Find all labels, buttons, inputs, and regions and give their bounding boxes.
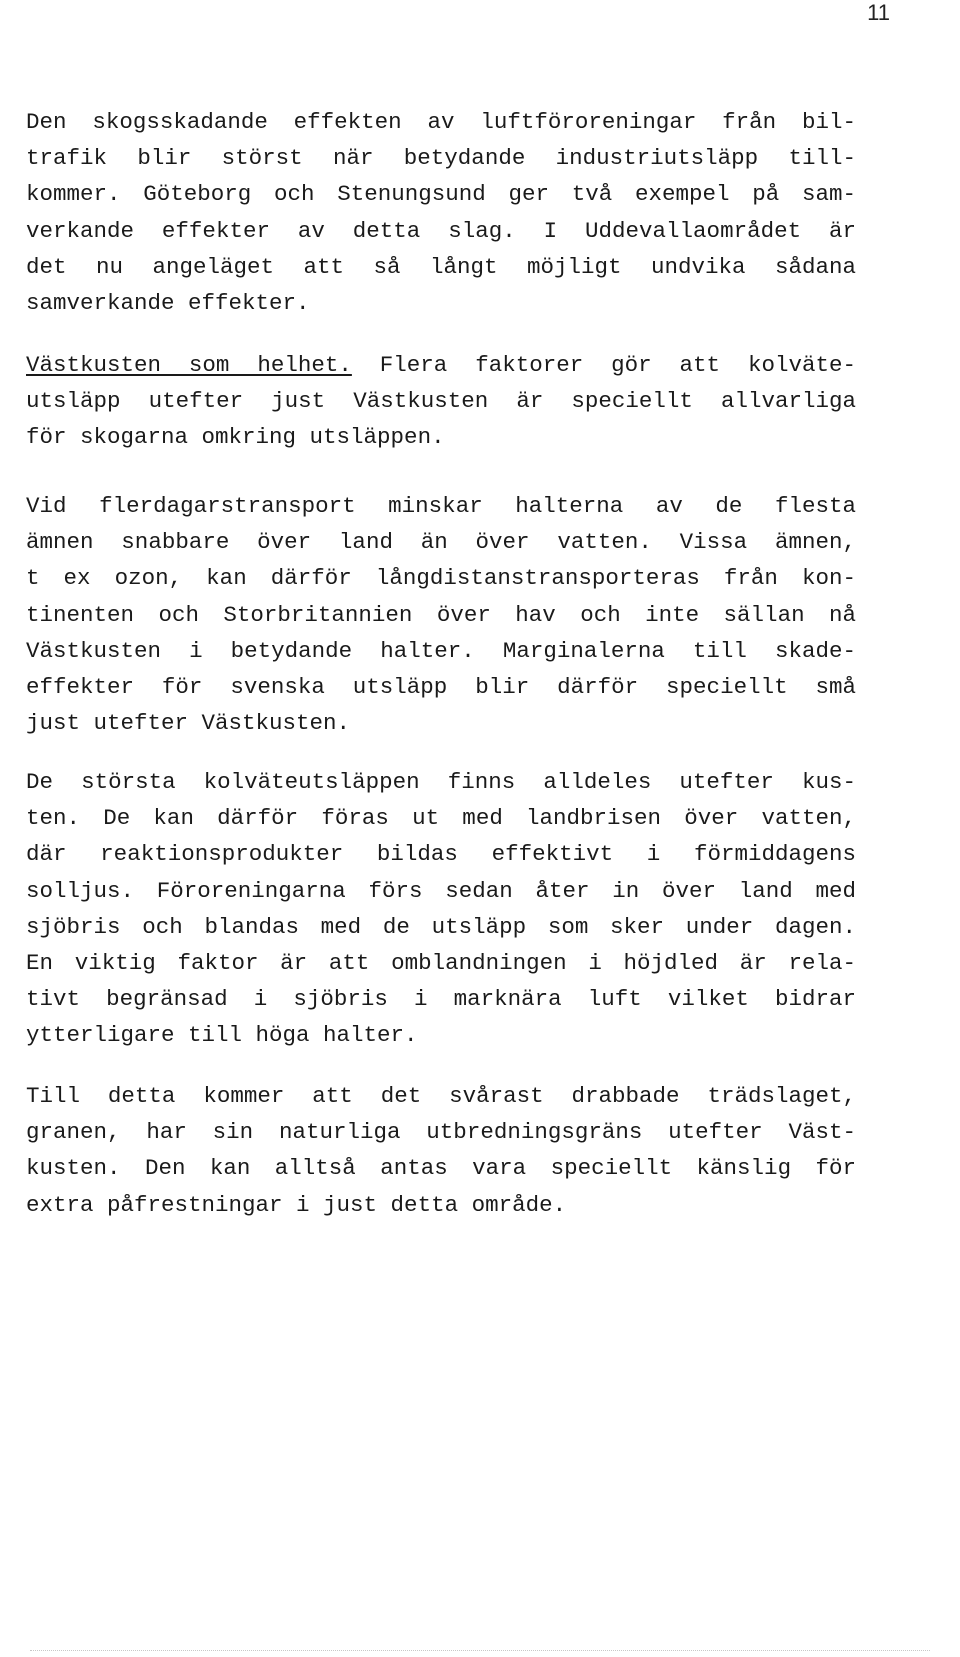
text-line: för skogarna omkring utsläppen. bbox=[26, 424, 445, 451]
paragraph-1 bbox=[26, 104, 856, 321]
text-line: Västkusten i betydande halter. Marginalerna till skade- bbox=[26, 637, 856, 664]
text-line: det nu angeläget att så långt möjligt undvika sådana bbox=[26, 253, 856, 280]
text-line: kusten. Den kan alltså antas vara speciellt känslig för bbox=[26, 1155, 856, 1182]
section-heading: Västkusten som helhet. bbox=[26, 352, 352, 378]
heading-continuation: Flera faktorer gör att kolväte- bbox=[351, 352, 856, 378]
text-line: En viktig faktor är att omblandningen i höjdled är rela- bbox=[26, 949, 856, 976]
text-line: tivt begränsad i sjöbris i marknära luft vilket bidrar bbox=[26, 986, 856, 1013]
text-line: effekter för svenska utsläpp blir därför speciellt små bbox=[26, 673, 856, 700]
paragraph-2 bbox=[26, 347, 856, 456]
text-line: extra påfrestningar i just detta område. bbox=[26, 1191, 567, 1218]
text-line: verkande effekter av detta slag. I Uddevallaområdet är bbox=[26, 217, 856, 244]
page-number: 11 bbox=[867, 0, 890, 25]
text-line: Vid flerdagarstransport minskar halterna av de flesta bbox=[26, 493, 856, 519]
paragraph-3 bbox=[26, 488, 856, 741]
text-line: samverkande effekter. bbox=[26, 289, 310, 316]
scan-edge-divider bbox=[30, 1650, 930, 1651]
text-line: ten. De kan därför föras ut med landbrisen över vatten, bbox=[26, 805, 856, 832]
text-line: ämnen snabbare över land än över vatten. Vissa ämnen, bbox=[26, 529, 856, 556]
text-line: kommer. Göteborg och Stenungsund ger två exempel på sam- bbox=[26, 181, 856, 208]
text-line: De största kolväteutsläppen finns alldeles utefter kus- bbox=[26, 769, 856, 795]
text-line: ytterligare till höga halter. bbox=[26, 1022, 418, 1049]
text-line: Den skogsskadande effekten av luftföroreningar från bil- bbox=[26, 109, 856, 135]
text-line bbox=[26, 347, 856, 383]
text-line: Till detta kommer att det svårast drabbade trädslaget, bbox=[26, 1083, 856, 1109]
text-line: just utefter Västkusten. bbox=[26, 710, 351, 737]
paragraph-4 bbox=[26, 764, 856, 1054]
text-line: utsläpp utefter just Västkusten är speciellt allvarliga bbox=[26, 388, 856, 415]
text-line: trafik blir störst när betydande industriutsläpp till- bbox=[26, 145, 856, 172]
text-line: solljus. Föroreningarna förs sedan åter in över land med bbox=[26, 877, 856, 904]
text-line: granen, har sin naturliga utbredningsgräns utefter Väst- bbox=[26, 1119, 856, 1146]
text-line: tinenten och Storbritannien över hav och inte sällan nå bbox=[26, 601, 856, 628]
text-line: t ex ozon, kan därför långdistanstransporteras från kon- bbox=[26, 565, 856, 592]
paragraph-5 bbox=[26, 1078, 856, 1223]
text-line: sjöbris och blandas med de utsläpp som sker under dagen. bbox=[26, 913, 856, 940]
text-line: där reaktionsprodukter bildas effektivt i förmiddagens bbox=[26, 841, 856, 868]
